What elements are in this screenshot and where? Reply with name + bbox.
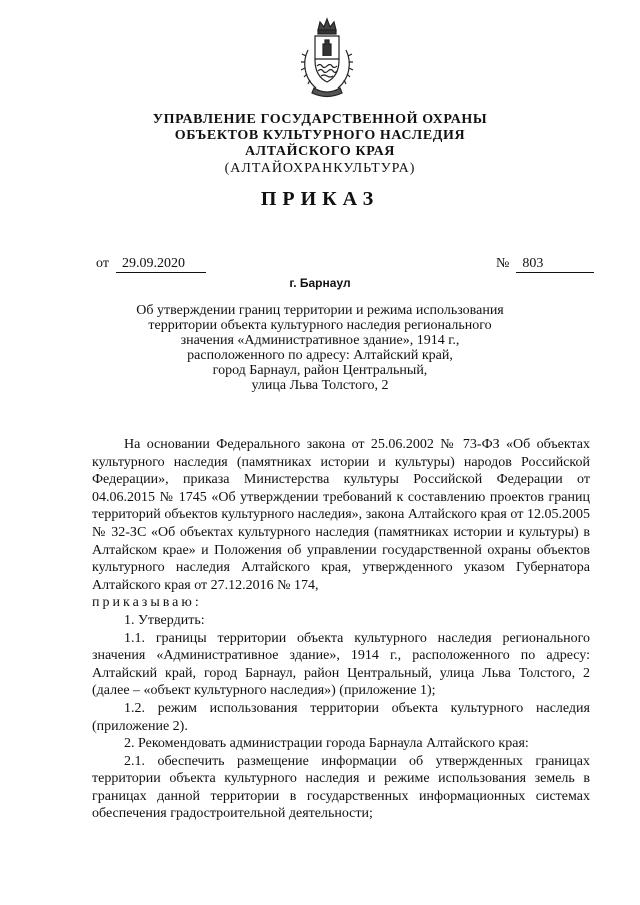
date-prefix: от (96, 256, 109, 271)
subject-line: улица Льва Толстого, 2 (251, 378, 389, 393)
date-value: 29.09.2020 (116, 256, 206, 273)
order-body (92, 436, 590, 823)
item-1: 1. Утвердить: (124, 612, 205, 628)
subject-line: город Барнаул, район Центральный, (212, 363, 428, 378)
order-date (96, 256, 206, 273)
number-value: 803 (516, 256, 594, 273)
item-2: 2. Рекомендовать администрации города Барнаула Алтайского края: (124, 736, 529, 752)
header-line: АЛТАЙСКОГО КРАЯ (244, 144, 396, 159)
order-word: приказываю: (92, 595, 202, 611)
subject-line: значения «Административное здание», 1914 г., (180, 333, 460, 348)
preamble-paragraph: На основании Федерального закона от 25.06.2002 № 73-ФЗ «Об объектах культурного наследия (памятниках истории и культуры) народов Российской Федерации», приказа Министерства культуры Российской Федерации от 04.06.2015 № 1745 «Об утверждении требований к составлению проектов границ территорий объектов культурного наследия», закона Алтайского края от 12.05.2005 № 32-ЗС «Об объектах культурного наследия (памятниках истории и культуры) в Алтайском крае» и Положения об управлении государственной охраны объектов культурного наследия Алтайского края, утвержденного указом Губернатора Алтайского края от 27.12.2016 № 174, (92, 437, 590, 593)
item-2-1: 2.1. обеспечить размещение информации об утвержденных границах территории объекта культурного наследия и режиме использования земель в границах данной территории в государственных информационных системах обеспечения градостроительной деятельности; (92, 753, 590, 822)
subject-line: Об утверждении границ территории и режима использования (136, 303, 504, 318)
subject-line: расположенного по адресу: Алтайский край, (187, 348, 453, 363)
city: г. Барнаул (289, 276, 351, 290)
altai-krai-coat-of-arms-icon (298, 16, 356, 98)
order-number (496, 256, 594, 273)
document-title: ПРИКАЗ (260, 188, 380, 210)
header-abbreviation: (АЛТАЙОХРАНКУЛЬТУРА) (224, 161, 416, 176)
issuer-header (0, 112, 640, 177)
header-line: ОБЪЕКТОВ КУЛЬТУРНОГО НАСЛЕДИЯ (174, 128, 466, 143)
subject-line: территории объекта культурного наследия регионального (148, 318, 492, 333)
item-1-2: 1.2. режим использования территории объекта культурного наследия (приложение 2). (92, 700, 590, 734)
header-line: УПРАВЛЕНИЕ ГОСУДАРСТВЕННОЙ ОХРАНЫ (152, 112, 488, 127)
order-subject (120, 303, 520, 393)
number-prefix: № (496, 256, 510, 271)
item-1-1: 1.1. границы территории объекта культурного наследия регионального значения «Административное здание», 1914 г., расположенного по адресу: Алтайский край, город Барнаул, район Центральный, улица Льва Толстого, 2 (далее – «объект культурного наследия») (приложение 1); (92, 630, 590, 699)
